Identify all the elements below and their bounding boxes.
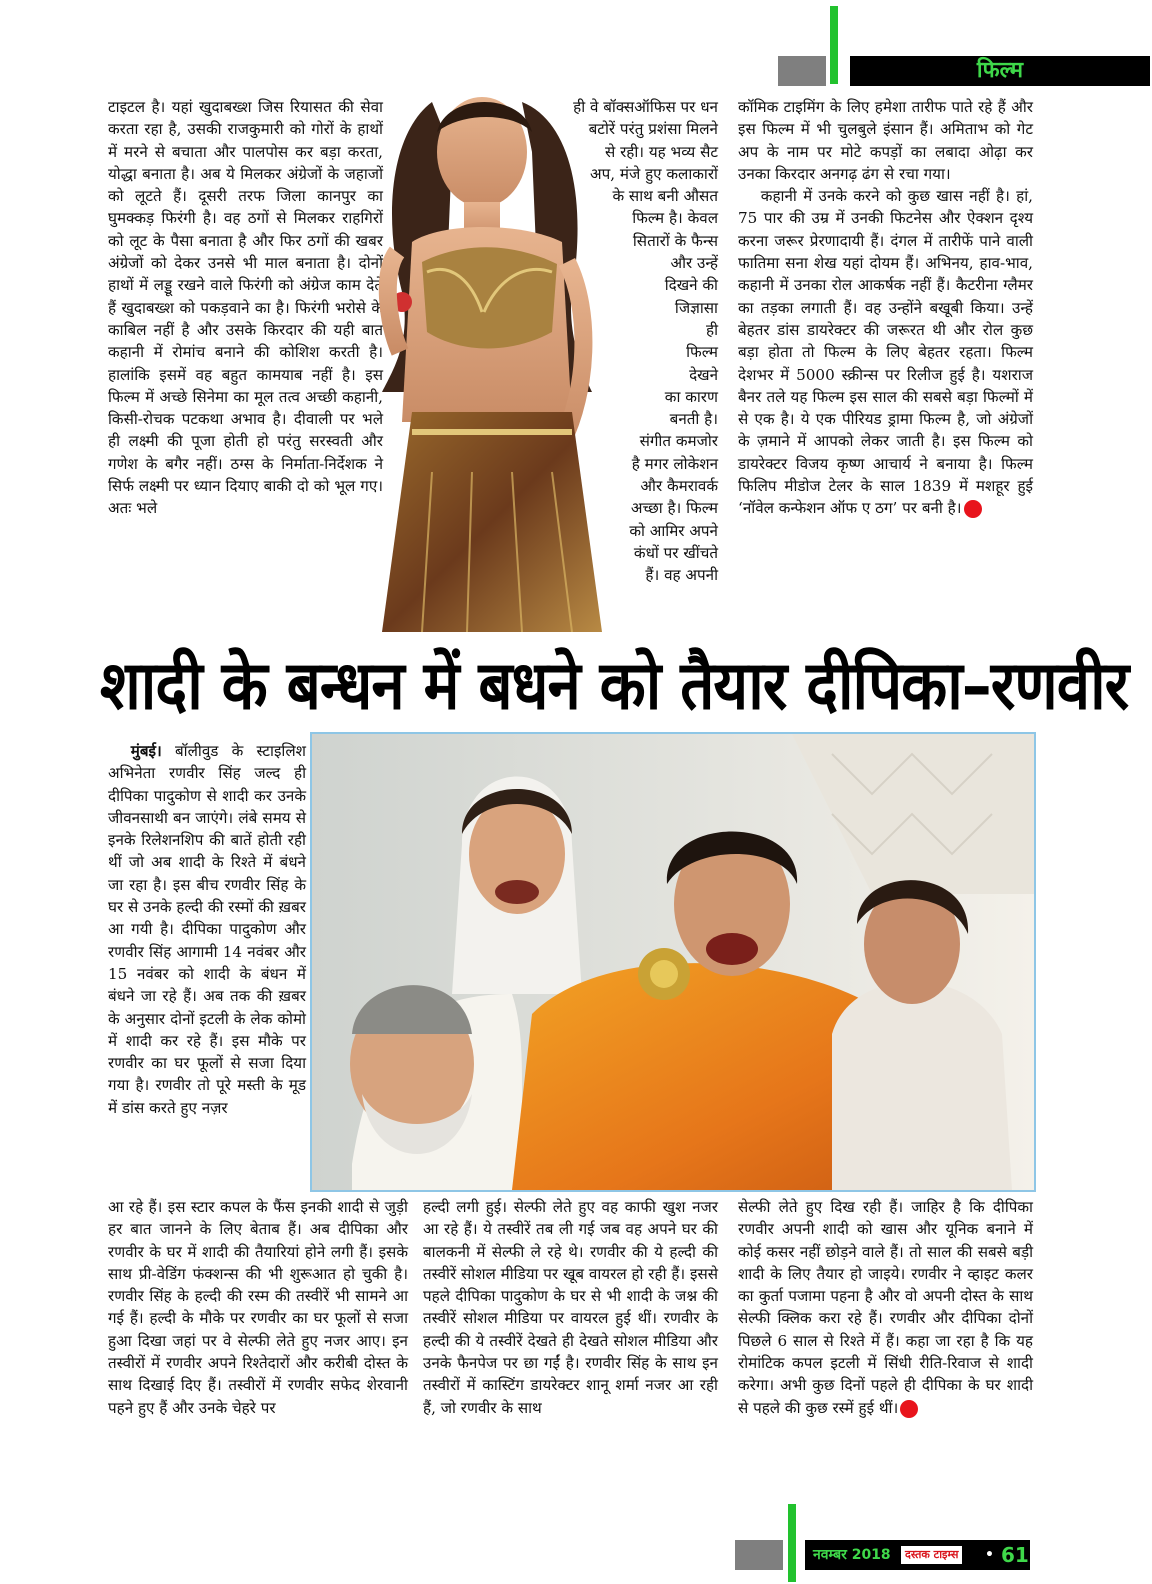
review-col2-line: सितारों के फैन्स [632, 231, 718, 250]
news-column-1 [108, 1196, 408, 1419]
news-col3-text: सेल्फी लेते हुए दिख रही हैं। जाहिर है कि दीपिका रणवीर अपनी शादी को खास और यूनिक बनाने में कोई कसर नहीं छोड़ने वाले हैं। तो साल की सबसे बड़ी शादी के लिए तैयार हो जाइये। रणवीर ने व्हाइट कलर का कुर्ता पजामा पहना है और वो अपनी दोस्त के साथ सेल्फी क्लिक करा रहे हैं। रणवीर और दीपिका दोनों पिछले 6 साल से रिश्ते में हैं। कहा जा रहा है कि यह रोमांटिक कपल इटली में सिंधी रीति-रिवाज से शादी करेगा। अभी कुछ दिनों पहले ही दीपिका के घर शादी से पहले की कुछ रस्में हुई थीं। [738, 1198, 1033, 1417]
news-intro-para [108, 740, 306, 1119]
review-col2-line: दिखने की [664, 276, 718, 295]
page-number: 61 [1001, 1543, 1029, 1567]
review-col2-line: को आमिर अपने [629, 521, 718, 540]
article-end-icon [900, 1400, 918, 1418]
review-col2-line: अप, मंजे हुए कलाकारों [590, 164, 718, 183]
review-col1-text: टाइटल है। यहां खुदाबख्श जिस रियासत की सेवा करता रहा है, उसकी राजकुमारी को गोरों के हाथों में मरने से बचाता और पालपोस कर बड़ा करता, योद्धा बनाता है। अब ये मिलकर अंग्रेजों के जहाजों को लूटते हैं। दूसरी तरफ जिला कानपुर का घुमक्कड़ फिरंगी है। वह ठगों से मिलकर राहगिरों को लूट के पैसा बनाता है और फिर ठगों की खबर अंग्रेजों को देकर उनसे भी माल बनाता है। दोनों हाथों में लड्डू रखने वाले फिरंगी को अंग्रेज काम देते हैं खुदाबख्श को पकड़वाने का है। फिरंगी भरोसे के काबिल नहीं है और उसके किरदार की यही बात कहानी में रोमांच बनाने की कोशिश करती है। हालांकि इसमें वह बहुत कामयाब नहीं है। इस फिल्म में अच्छे सिनेमा का मूल तत्व अच्छी कहानी, किसी-रोचक पटकथा अभाव है। दीवाली पर भले ही लक्ष्मी की पूजा होती हो परंतु सरस्वती और गणेश के बगैर नहीं। ठग्स के निर्माता-निर्देशक ने सिर्फ लक्ष्मी पर ध्यान दियाए बाकी दो को भूल गए। अतः भले [108, 98, 383, 518]
magazine-logo: दस्तक टाइम्स [901, 1546, 962, 1564]
news-column-3 [738, 1196, 1033, 1419]
review-col2-line: संगीत कमजोर [639, 432, 718, 451]
article-headline: शादी के बन्धन में बधने को तैयार दीपिका–रणवीर [100, 646, 1129, 726]
review-col2-line: का कारण [664, 387, 718, 406]
review-col2-line: बनती है। [669, 410, 718, 429]
news-intro-column [108, 740, 306, 1119]
review-column-3 [738, 96, 1033, 520]
review-col2-line: और उन्हें [670, 254, 718, 273]
issue-date: नवम्बर 2018 [813, 1547, 891, 1563]
review-column-1 [108, 96, 383, 520]
review-col2-line: ही वे बॉक्सऑफिस पर धन [573, 98, 718, 116]
review-col2-line: और कैमरावर्क [640, 477, 718, 496]
header-gray-block [778, 56, 826, 86]
footer-bar [805, 1540, 1030, 1570]
review-col3-para-2-text: कहानी में उनके करने को कुछ खास नहीं है। हां, 75 पार की उम्र में उनकी फिटनेस और ऐक्शन दृश्य करना जरूर प्रेरणादायी हैं। दंगल में तारीफें पाने वाली फातिमा सना शेख यहां दोयम हैं। अभिनय, हाव-भाव, कहानी में उनका रोल आकर्षक नहीं हैं। कैटरीना ग्लैमर का तड़का लगाती हैं। वह उन्होंने बखूबी किया। उन्हें बेहतर डांस डायरेक्टर की जरूरत थी और रोल कुछ बड़ा होता तो फिल्म के लिए बेहतर रहता। फिल्म देशभर में 5000 स्क्रीन्स पर रिलीज हुई है। यशराज बैनर तले यह फिल्म इस साल की सबसे बड़ा फिल्मों में से एक है। ये एक पीरियड ड्रामा फिल्म है, जो अंग्रेजों के ज़माने में आपको लेकर जाती है। इस फिल्म को डायरेक्टर विजय कृष्ण आचार्य ने बनाया है। फिल्म फिलिप मीडोज टेलर के साल 1839 में मशहूर हुई ‘नॉवेल कन्फेशन ऑफ ए ठग’ पर बनी है। [738, 187, 1033, 518]
review-col3-para-1: कॉमिक टाइमिंग के लिए हमेशा तारीफ पाते रहे हैं और इस फिल्म में भी चुलबुले इंसान हैं। अमिताभ को गेट अप के नाम पर मोटे कपड़ों का लबादा ओढ़ा कर उनका किरदार अनगढ़ ढंग से रचा गया। [738, 98, 1033, 183]
news-column-2 [423, 1196, 718, 1419]
news-intro-text: बॉलीवुड के स्टाइलिश अभिनेता रणवीर सिंह जल्द ही दीपिका पादुकोण से शादी कर उनके जीवनसाथी बन जाएंगे। लंबे समय से इनके रिलेशनशिप की बातें होती रही थीं जो अब शादी के रिश्ते में बंधने जा रहा है। इस बीच रणवीर सिंह के घर से उनके हल्दी की रस्मों की ख़बर आ गयी है। दीपिका पादुकोण और रणवीर सिंह आगामी 14 नवंबर और 15 नवंबर को शादी के बंधन में बंधने जा रहे हैं। अब तक की ख़बर के अनुसार दोनों इटली के लेक कोमो में शादी कर रहे हैं। इस मौके पर रणवीर का घर फूलों से सजा दिया गया है। रणवीर तो पूरे मस्ती के मूड में डांस करते हुए नज़र [108, 742, 306, 1117]
review-col2-line: अच्छा है। फिल्म [630, 499, 718, 518]
review-col2-line: फिल्म है। केवल [632, 209, 718, 228]
bottom-green-rule [788, 1504, 796, 1582]
article-end-icon [964, 500, 982, 518]
review-col2-line: हैं। वह अपनी [645, 566, 718, 585]
news-col2-text: हल्दी लगी हुई। सेल्फी लेते हुए वह काफी खुश नजर आ रहे हैं। ये तस्वीरें तब ली गई जब वह अपने घर की बालकनी में सेल्फी ले रहे थे। रणवीर की ये हल्दी की तस्वीरें सोशल मीडिया पर खूब वायरल हो रही हैं। इससे पहले दीपिका पादुकोण के घर से भी शादी के जश्न की तस्वीरें सोशल मीडिया पर वायरल हुई थीं। रणवीर के हल्दी की ये तस्वीरें देखते ही देखते सोशल मीडिया और उनके फैनपेज पर छा गईं है। रणवीर सिंह के साथ इन तस्वीरों में कास्टिंग डायरेक्टर शानू शर्मा नजर आ रही हैं, जो रणवीर के साथ [423, 1198, 718, 1417]
dateline: मुंबई। [130, 742, 162, 760]
footer-gray-block [735, 1540, 783, 1570]
review-col2-line: कंधों पर खींचते [633, 543, 718, 562]
review-col2-line: है मगर लोकेशन [631, 454, 718, 473]
review-col2-line: बटोरें परंतु प्रशंसा मिलने [588, 120, 718, 139]
section-label: फिल्म [850, 56, 1150, 86]
wedding-selfie-photo [310, 732, 1036, 1192]
review-col2-line: के साथ बनी औसत [612, 187, 718, 206]
bullet-icon: • [985, 1547, 994, 1563]
news-col3-para [738, 1196, 1033, 1419]
review-col2-line: फिल्म [686, 343, 718, 362]
review-col2-line: देखने [689, 365, 718, 384]
review-col3-para-2 [738, 185, 1033, 519]
review-col2-line: ही [706, 320, 718, 339]
wedding-selfie-illustration [312, 734, 1034, 1190]
review-column-2 [480, 96, 718, 587]
top-green-rule [830, 6, 838, 84]
news-col1-text: आ रहे हैं। इस स्टार कपल के फैंस इनकी शादी से जुड़ी हर बात जानने के लिए बेताब हैं। अब दीपिका और रणवीर के घर में शादी की तैयारियां होने लगी हैं। इसके साथ प्री-वेडिंग फंक्शन्स की भी शुरूआत हो चुकी है। रणवीर सिंह के हल्दी की रस्म की तस्वीरें भी सामने आ गई हैं। हल्दी के मौके पर रणवीर का घर फूलों से सजा हुआ दिखा जहां पर वे सेल्फी लेते हुए नजर आए। इन तस्वीरों में रणवीर अपने रिश्तेदारों और करीबी दोस्त के साथ दिखाई दिए हैं। तस्वीरों में रणवीर सफेद शेरवानी पहने हुए हैं और उनके चेहरे पर [108, 1198, 408, 1417]
review-col2-line: जिज्ञासा [674, 298, 718, 317]
review-col2-line: से रही। यह भव्य सैट [604, 142, 718, 161]
